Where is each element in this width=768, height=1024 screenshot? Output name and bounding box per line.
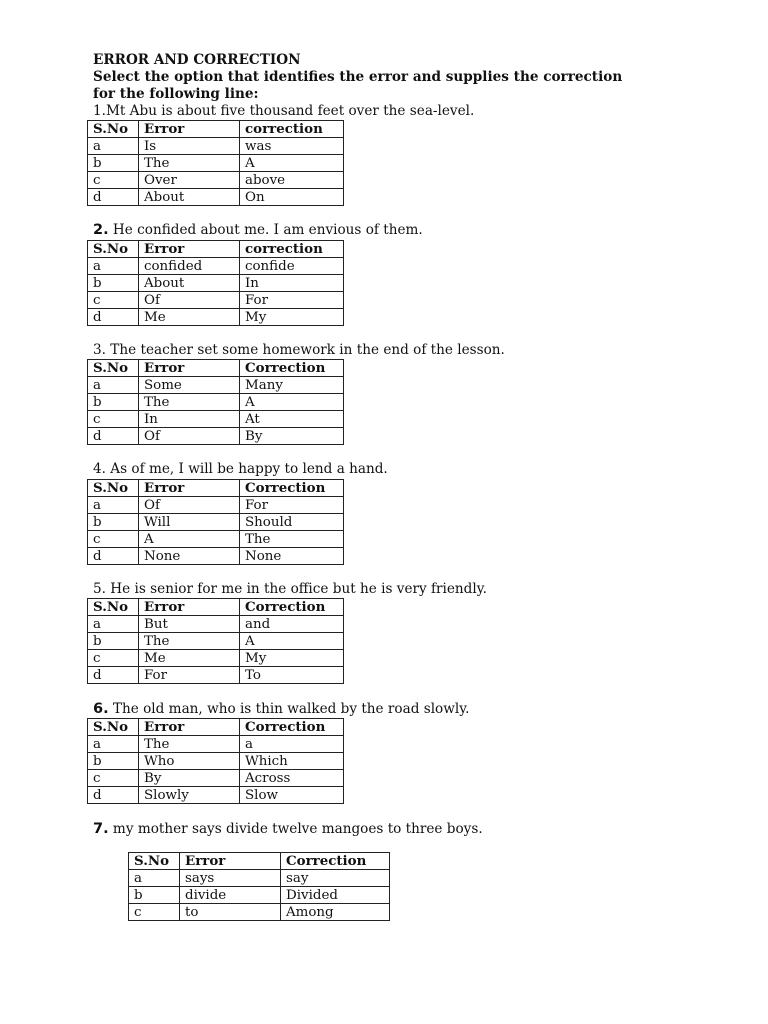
option-letter: a xyxy=(88,377,139,394)
option-error: A xyxy=(139,531,240,548)
option-letter: b xyxy=(88,394,139,411)
header-sno: S.No xyxy=(129,853,180,870)
option-error: By xyxy=(139,770,240,787)
option-correction: My xyxy=(240,309,344,326)
option-correction: say xyxy=(281,870,390,887)
option-correction: above xyxy=(240,172,344,189)
question-number: 2. xyxy=(93,222,109,238)
table-header-row xyxy=(129,853,390,870)
instruction-line-1: Select the option that identifies the error and supplies the correction xyxy=(93,69,623,85)
option-correction: For xyxy=(240,497,344,514)
option-letter: c xyxy=(129,904,180,921)
option-error: divide xyxy=(180,887,281,904)
option-correction: Many xyxy=(240,377,344,394)
question-number: 1. xyxy=(93,103,106,119)
table-row xyxy=(88,275,344,292)
option-error: About xyxy=(139,189,240,206)
option-error: Me xyxy=(139,309,240,326)
option-error: The xyxy=(139,633,240,650)
question-5 xyxy=(93,581,487,597)
table-row xyxy=(88,548,344,565)
table-header-row xyxy=(88,719,344,736)
option-letter: c xyxy=(88,650,139,667)
option-correction: At xyxy=(240,411,344,428)
option-correction: a xyxy=(240,736,344,753)
option-correction: In xyxy=(240,275,344,292)
table-header-row xyxy=(88,480,344,497)
table-row xyxy=(88,309,344,326)
options-table-3 xyxy=(87,359,344,445)
header-correction: Correction xyxy=(240,599,344,616)
header-sno: S.No xyxy=(88,599,139,616)
table-row xyxy=(88,497,344,514)
header-sno: S.No xyxy=(88,241,139,258)
header-correction: Correction xyxy=(240,480,344,497)
option-error: Some xyxy=(139,377,240,394)
option-letter: a xyxy=(88,497,139,514)
header-sno: S.No xyxy=(88,360,139,377)
option-letter: b xyxy=(88,633,139,650)
option-correction: A xyxy=(240,633,344,650)
header-correction: correction xyxy=(240,241,344,258)
table-row xyxy=(88,770,344,787)
option-correction: Across xyxy=(240,770,344,787)
header-correction: correction xyxy=(240,121,344,138)
option-error: Slowly xyxy=(139,787,240,804)
option-correction: None xyxy=(240,548,344,565)
option-correction: was xyxy=(240,138,344,155)
option-error: The xyxy=(139,155,240,172)
header-error: Error xyxy=(139,599,240,616)
table-row xyxy=(88,650,344,667)
option-correction: confide xyxy=(240,258,344,275)
table-row xyxy=(88,531,344,548)
options-table-5 xyxy=(87,598,344,684)
table-row xyxy=(88,258,344,275)
table-row xyxy=(88,514,344,531)
options-table-7 xyxy=(128,852,390,921)
question-text: The teacher set some homework in the end of the lesson. xyxy=(105,342,505,358)
option-correction: A xyxy=(240,155,344,172)
question-7 xyxy=(93,821,483,837)
option-correction: Among xyxy=(281,904,390,921)
options-table-6 xyxy=(87,718,344,804)
header-error: Error xyxy=(139,241,240,258)
table-row xyxy=(129,904,390,921)
table-header-row xyxy=(88,241,344,258)
table-row xyxy=(88,292,344,309)
table-row xyxy=(88,155,344,172)
option-error: About xyxy=(139,275,240,292)
option-letter: b xyxy=(88,753,139,770)
question-text: He is senior for me in the office but he is very friendly. xyxy=(105,581,487,597)
option-error: to xyxy=(180,904,281,921)
option-letter: a xyxy=(88,138,139,155)
question-text: my mother says divide twelve mangoes to three boys. xyxy=(108,821,483,837)
option-error: Will xyxy=(139,514,240,531)
option-letter: d xyxy=(88,189,139,206)
options-table-4 xyxy=(87,479,344,565)
table-row xyxy=(88,616,344,633)
option-letter: b xyxy=(88,275,139,292)
table-row xyxy=(88,633,344,650)
option-error: Me xyxy=(139,650,240,667)
table-row xyxy=(88,411,344,428)
option-letter: b xyxy=(88,514,139,531)
question-6 xyxy=(93,701,469,717)
question-4 xyxy=(93,461,388,477)
question-number: 3. xyxy=(93,342,106,358)
option-error: Of xyxy=(139,497,240,514)
table-header-row xyxy=(88,599,344,616)
option-error: The xyxy=(139,394,240,411)
option-letter: d xyxy=(88,787,139,804)
option-letter: a xyxy=(129,870,180,887)
header-error: Error xyxy=(139,719,240,736)
option-error: In xyxy=(139,411,240,428)
question-2 xyxy=(93,222,423,238)
option-letter: b xyxy=(88,155,139,172)
header-error: Error xyxy=(139,480,240,497)
option-letter: b xyxy=(129,887,180,904)
option-letter: c xyxy=(88,531,139,548)
option-correction: A xyxy=(240,394,344,411)
option-correction: For xyxy=(240,292,344,309)
table-row xyxy=(88,189,344,206)
option-letter: d xyxy=(88,548,139,565)
header-correction: Correction xyxy=(281,853,390,870)
table-row xyxy=(88,753,344,770)
option-error: But xyxy=(139,616,240,633)
header-sno: S.No xyxy=(88,480,139,497)
option-letter: d xyxy=(88,428,139,445)
question-text: Mt Abu is about five thousand feet over the sea-level. xyxy=(105,103,475,119)
table-row xyxy=(129,870,390,887)
option-error: For xyxy=(139,667,240,684)
option-error: says xyxy=(180,870,281,887)
option-letter: c xyxy=(88,411,139,428)
header-sno: S.No xyxy=(88,121,139,138)
table-row xyxy=(88,138,344,155)
question-3 xyxy=(93,342,505,358)
option-correction: My xyxy=(240,650,344,667)
option-letter: c xyxy=(88,292,139,309)
table-row xyxy=(88,736,344,753)
option-letter: d xyxy=(88,309,139,326)
options-table-2 xyxy=(87,240,344,326)
option-error: Who xyxy=(139,753,240,770)
option-letter: c xyxy=(88,172,139,189)
option-letter: c xyxy=(88,770,139,787)
question-number: 6. xyxy=(93,701,109,717)
option-error: The xyxy=(139,736,240,753)
worksheet-title: ERROR AND CORRECTION xyxy=(93,52,301,68)
option-correction: Divided xyxy=(281,887,390,904)
question-1 xyxy=(93,103,474,119)
question-number: 5. xyxy=(93,581,106,597)
question-number: 7. xyxy=(93,821,109,837)
option-correction: To xyxy=(240,667,344,684)
question-text: As of me, I will be happy to lend a hand. xyxy=(105,461,388,477)
option-error: Of xyxy=(139,292,240,309)
table-row xyxy=(88,172,344,189)
header-error: Error xyxy=(139,360,240,377)
table-row xyxy=(88,377,344,394)
option-letter: a xyxy=(88,616,139,633)
option-correction: Should xyxy=(240,514,344,531)
option-correction: Slow xyxy=(240,787,344,804)
instruction-line-2: for the following line: xyxy=(93,86,259,102)
header-error: Error xyxy=(139,121,240,138)
table-row xyxy=(129,887,390,904)
header-sno: S.No xyxy=(88,719,139,736)
option-correction: and xyxy=(240,616,344,633)
option-letter: a xyxy=(88,258,139,275)
table-row xyxy=(88,428,344,445)
option-error: None xyxy=(139,548,240,565)
option-correction: By xyxy=(240,428,344,445)
header-correction: Correction xyxy=(240,360,344,377)
options-table-1 xyxy=(87,120,344,206)
option-error: Of xyxy=(139,428,240,445)
option-letter: a xyxy=(88,736,139,753)
question-number: 4. xyxy=(93,461,106,477)
table-header-row xyxy=(88,360,344,377)
option-correction: The xyxy=(240,531,344,548)
option-error: Is xyxy=(139,138,240,155)
header-correction: Correction xyxy=(240,719,344,736)
option-error: Over xyxy=(139,172,240,189)
table-header-row xyxy=(88,121,344,138)
header-error: Error xyxy=(180,853,281,870)
table-row xyxy=(88,667,344,684)
question-text: The old man, who is thin walked by the road slowly. xyxy=(108,701,470,717)
option-error: confided xyxy=(139,258,240,275)
question-text: He confided about me. I am envious of them. xyxy=(108,222,423,238)
option-correction: Which xyxy=(240,753,344,770)
option-letter: d xyxy=(88,667,139,684)
option-correction: On xyxy=(240,189,344,206)
table-row xyxy=(88,394,344,411)
table-row xyxy=(88,787,344,804)
